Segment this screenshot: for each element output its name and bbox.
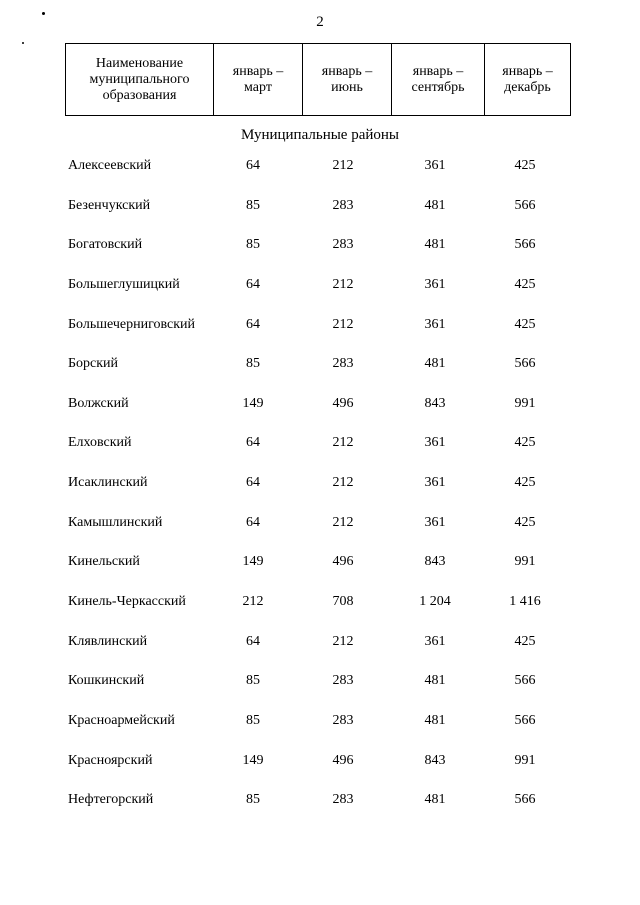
value-cell: 1 204 [419, 594, 451, 610]
table-row [0, 553, 640, 593]
value-cell: 991 [514, 395, 536, 411]
value-cell: 843 [424, 554, 446, 570]
value-cell: 566 [514, 673, 536, 689]
municipality-name: Большечерниговский [68, 316, 196, 332]
value-cell: 283 [332, 712, 354, 728]
table-row [0, 276, 640, 316]
value-cell: 283 [332, 356, 354, 372]
value-cell: 361 [424, 633, 446, 649]
value-cell: 212 [332, 633, 354, 649]
table-row [0, 474, 640, 514]
table-row [0, 197, 640, 237]
value-cell: 425 [514, 475, 536, 491]
table-row [0, 316, 640, 356]
column-header-municipality: Наименование муниципального образования [89, 55, 190, 103]
table-row [0, 672, 640, 712]
value-cell: 149 [242, 554, 264, 570]
value-cell: 64 [246, 316, 260, 332]
value-cell: 64 [246, 514, 260, 530]
column-header-h1: январь – июнь [302, 44, 391, 115]
table-row [0, 593, 640, 633]
table-row [0, 157, 640, 197]
value-cell: 212 [332, 435, 354, 451]
municipality-name: Кинельский [68, 554, 140, 570]
value-cell: 85 [246, 792, 260, 808]
value-cell: 85 [246, 197, 260, 213]
table-header [65, 43, 571, 116]
value-cell: 361 [424, 158, 446, 173]
value-cell: 212 [242, 594, 264, 610]
value-cell: 708 [332, 594, 354, 610]
table-row [0, 434, 640, 474]
value-cell: 425 [514, 435, 536, 451]
value-cell: 212 [332, 475, 354, 491]
municipality-name: Волжский [68, 395, 129, 411]
value-cell: 566 [514, 356, 536, 372]
value-cell: 843 [424, 752, 446, 768]
value-cell: 85 [246, 237, 260, 253]
value-cell: 566 [514, 237, 536, 253]
municipality-name: Кошкинский [68, 673, 145, 689]
value-cell: 212 [332, 514, 354, 530]
table-row [0, 633, 640, 673]
value-cell: 1 416 [509, 594, 541, 610]
value-cell: 481 [424, 356, 446, 372]
value-cell: 85 [246, 356, 260, 372]
value-cell: 425 [514, 316, 536, 332]
value-cell: 212 [332, 316, 354, 332]
value-cell: 481 [424, 237, 446, 253]
municipality-name: Исаклинский [68, 475, 148, 491]
municipality-name: Нефтегорский [68, 792, 154, 808]
municipality-name: Клявлинский [68, 633, 148, 649]
value-cell: 496 [332, 752, 354, 768]
value-cell: 566 [514, 792, 536, 808]
value-cell: 991 [514, 554, 536, 570]
municipality-name: Борский [68, 356, 119, 372]
value-cell: 212 [332, 158, 354, 173]
value-cell: 64 [246, 276, 260, 292]
page-number: 2 [316, 14, 324, 30]
value-cell: 496 [332, 395, 354, 411]
value-cell: 425 [514, 158, 536, 173]
table-row [0, 712, 640, 752]
value-cell: 425 [514, 276, 536, 292]
value-cell: 481 [424, 792, 446, 808]
value-cell: 283 [332, 237, 354, 253]
value-cell: 283 [332, 673, 354, 689]
value-cell: 361 [424, 276, 446, 292]
value-cell: 481 [424, 712, 446, 728]
section-title: Муниципальные районы [240, 127, 400, 143]
value-cell: 361 [424, 514, 446, 530]
value-cell: 496 [332, 554, 354, 570]
value-cell: 361 [424, 475, 446, 491]
municipality-name: Богатовский [68, 237, 143, 253]
value-cell: 361 [424, 316, 446, 332]
column-header-q1: январь – март [213, 44, 302, 115]
value-cell: 85 [246, 712, 260, 728]
value-cell: 991 [514, 752, 536, 768]
value-cell: 212 [332, 276, 354, 292]
value-cell: 481 [424, 197, 446, 213]
value-cell: 843 [424, 395, 446, 411]
table-row [0, 791, 640, 831]
column-header-year: январь – декабрь [484, 44, 570, 115]
value-cell: 283 [332, 792, 354, 808]
municipality-name: Большеглушицкий [68, 276, 180, 292]
value-cell: 85 [246, 673, 260, 689]
value-cell: 64 [246, 435, 260, 451]
municipality-name: Безенчукский [68, 197, 151, 213]
value-cell: 64 [246, 158, 260, 173]
value-cell: 64 [246, 475, 260, 491]
municipality-name: Камышлинский [68, 514, 163, 530]
table-row [0, 752, 640, 792]
column-header-9m: январь – сентябрь [391, 44, 484, 115]
municipality-name: Алексеевский [68, 158, 152, 173]
value-cell: 149 [242, 395, 264, 411]
value-cell: 361 [424, 435, 446, 451]
municipality-name: Кинель-Черкасский [68, 594, 186, 610]
table-row [0, 395, 640, 435]
value-cell: 566 [514, 197, 536, 213]
value-cell: 425 [514, 633, 536, 649]
value-cell: 283 [332, 197, 354, 213]
scan-speck [22, 42, 24, 44]
table-row [0, 514, 640, 554]
table-row [0, 355, 640, 395]
table-row [0, 236, 640, 276]
value-cell: 64 [246, 633, 260, 649]
municipality-name: Красноярский [68, 752, 153, 768]
municipality-name: Елховский [68, 435, 132, 451]
value-cell: 149 [242, 752, 264, 768]
table-body [0, 157, 640, 831]
value-cell: 425 [514, 514, 536, 530]
value-cell: 481 [424, 673, 446, 689]
municipality-name: Красноармейский [68, 712, 175, 728]
value-cell: 566 [514, 712, 536, 728]
